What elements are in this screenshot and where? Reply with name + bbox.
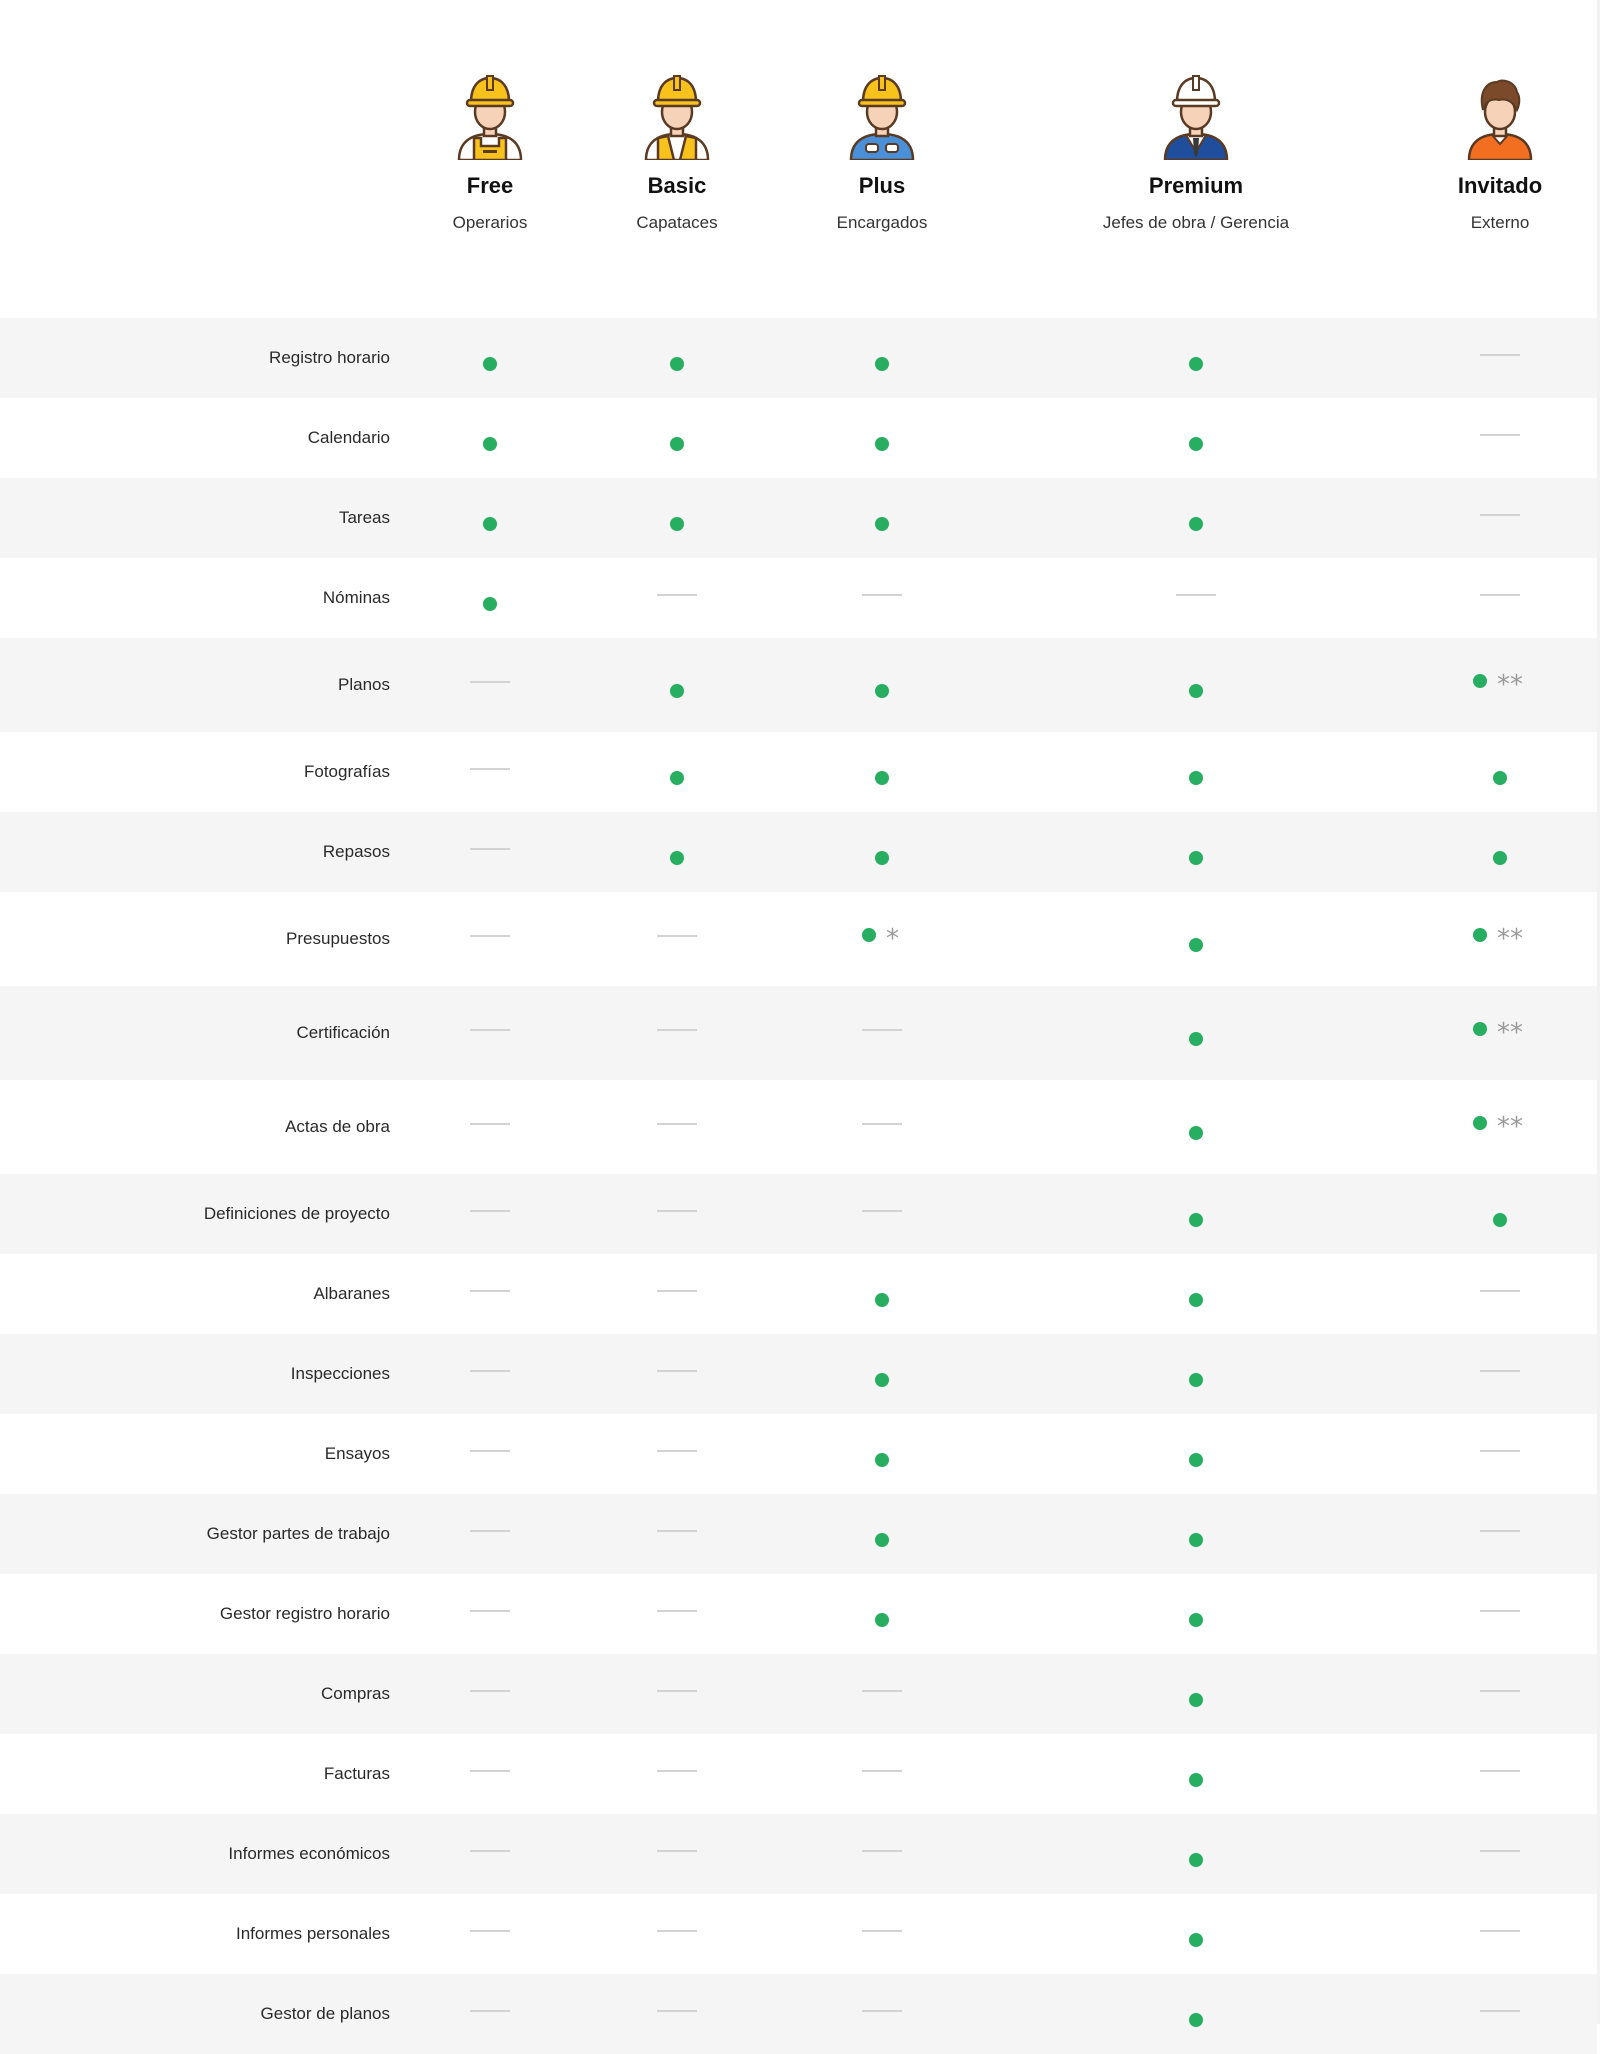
worker-yellow-vest-icon (640, 72, 714, 160)
table-row (0, 558, 1597, 638)
not-included-dash-icon (1480, 2010, 1520, 2012)
included-dot-icon (1189, 517, 1203, 531)
not-included-dash-icon (862, 1210, 902, 1212)
not-included-dash-icon (470, 681, 510, 683)
table-row (0, 1974, 1597, 2054)
not-included-dash-icon (470, 1210, 510, 1212)
plan-name: Premium (1148, 173, 1244, 198)
not-included-dash-icon (470, 1450, 510, 1452)
included-dot-icon (1473, 1022, 1487, 1036)
feature-label: Informes personales (235, 1924, 390, 1943)
included-dot-icon (875, 517, 889, 531)
feature-label: Presupuestos (286, 929, 390, 948)
feature-comparison-table (0, 318, 1597, 2054)
included-dot-icon (875, 1373, 889, 1387)
feature-label: Definiciones de proyecto (203, 1204, 390, 1223)
feature-label: Informes económicos (228, 1844, 390, 1863)
not-included-dash-icon (862, 594, 902, 596)
included-dot-icon (1189, 1126, 1203, 1140)
plan-name: Free (466, 173, 514, 198)
included-dot-icon (1189, 1693, 1203, 1707)
feature-label: Registro horario (269, 348, 390, 367)
included-dot-icon (1189, 1373, 1203, 1387)
included-dot-icon (1189, 1533, 1203, 1547)
included-dot-icon (875, 1293, 889, 1307)
included-dot-icon (670, 851, 684, 865)
not-included-dash-icon (657, 1210, 697, 1212)
not-included-dash-icon (470, 2010, 510, 2012)
included-dot-icon (1189, 851, 1203, 865)
not-included-dash-icon (657, 2010, 697, 2012)
plan-role: Capataces (636, 213, 718, 232)
included-dot-icon (1189, 1773, 1203, 1787)
not-included-dash-icon (470, 1770, 510, 1772)
included-with-note (862, 924, 899, 954)
plan-name: Plus (858, 173, 906, 198)
included-dot-icon (862, 928, 876, 942)
table-row (0, 812, 1597, 892)
table-row (0, 986, 1597, 1080)
footnote-asterisk: ** (1497, 670, 1523, 700)
plan-column-plus (732, 72, 1032, 234)
included-dot-icon (483, 437, 497, 451)
worker-blue-overalls-icon (845, 72, 919, 160)
not-included-dash-icon (470, 935, 510, 937)
not-included-dash-icon (1176, 594, 1216, 596)
not-included-dash-icon (657, 1610, 697, 1612)
plans-header (0, 0, 1600, 318)
not-included-dash-icon (1480, 354, 1520, 356)
not-included-dash-icon (1480, 514, 1520, 516)
not-included-dash-icon (657, 1029, 697, 1031)
included-with-note (1473, 924, 1523, 954)
not-included-dash-icon (657, 1770, 697, 1772)
table-row (0, 1494, 1597, 1574)
included-dot-icon (875, 851, 889, 865)
included-dot-icon (1189, 684, 1203, 698)
included-dot-icon (1473, 928, 1487, 942)
not-included-dash-icon (1480, 1290, 1520, 1292)
not-included-dash-icon (657, 1370, 697, 1372)
not-included-dash-icon (1480, 1850, 1520, 1852)
feature-label: Facturas (323, 1764, 390, 1783)
table-row (0, 638, 1597, 732)
not-included-dash-icon (657, 594, 697, 596)
not-included-dash-icon (862, 1029, 902, 1031)
included-dot-icon (1189, 1032, 1203, 1046)
not-included-dash-icon (657, 1930, 697, 1932)
plan-name: Basic (647, 173, 707, 198)
table-row (0, 1574, 1597, 1654)
included-dot-icon (1189, 1933, 1203, 1947)
included-dot-icon (1189, 1453, 1203, 1467)
table-row (0, 1894, 1597, 1974)
included-dot-icon (1189, 771, 1203, 785)
guest-orange-icon (1463, 72, 1537, 160)
table-row (0, 398, 1597, 478)
manager-suit-icon (1159, 72, 1233, 160)
included-dot-icon (1493, 851, 1507, 865)
included-dot-icon (483, 517, 497, 531)
feature-label: Gestor partes de trabajo (206, 1524, 390, 1543)
footnote-asterisk: ** (1497, 924, 1523, 954)
included-dot-icon (875, 1453, 889, 1467)
included-dot-icon (1493, 771, 1507, 785)
included-dot-icon (1189, 938, 1203, 952)
feature-label: Repasos (322, 842, 390, 861)
feature-label: Inspecciones (290, 1364, 390, 1383)
not-included-dash-icon (470, 1123, 510, 1125)
table-row (0, 318, 1597, 398)
feature-label: Certificación (296, 1023, 390, 1042)
plan-role: Externo (1470, 213, 1530, 232)
not-included-dash-icon (470, 1610, 510, 1612)
plan-role: Encargados (836, 213, 928, 232)
included-dot-icon (670, 357, 684, 371)
plan-role: Jefes de obra / Gerencia (1102, 213, 1290, 232)
included-with-note (1473, 1112, 1523, 1142)
included-dot-icon (875, 357, 889, 371)
included-dot-icon (1473, 674, 1487, 688)
not-included-dash-icon (657, 1450, 697, 1452)
not-included-dash-icon (862, 2010, 902, 2012)
footnote-asterisk: ** (1497, 1018, 1523, 1048)
not-included-dash-icon (470, 768, 510, 770)
plan-column-premium (1046, 72, 1346, 234)
worker-yellow-overalls-icon (453, 72, 527, 160)
not-included-dash-icon (470, 1690, 510, 1692)
included-dot-icon (1189, 1613, 1203, 1627)
included-dot-icon (875, 684, 889, 698)
not-included-dash-icon (657, 1290, 697, 1292)
included-dot-icon (1189, 1293, 1203, 1307)
plan-column-invitado (1350, 72, 1600, 234)
included-dot-icon (1473, 1116, 1487, 1130)
table-row (0, 1734, 1597, 1814)
not-included-dash-icon (1480, 594, 1520, 596)
table-row (0, 732, 1597, 812)
table-row (0, 1414, 1597, 1494)
included-dot-icon (1493, 1213, 1507, 1227)
included-dot-icon (875, 437, 889, 451)
not-included-dash-icon (1480, 1930, 1520, 1932)
not-included-dash-icon (657, 935, 697, 937)
plan-role: Operarios (452, 213, 528, 232)
not-included-dash-icon (470, 1930, 510, 1932)
included-with-note (1473, 670, 1523, 700)
not-included-dash-icon (1480, 1530, 1520, 1532)
included-dot-icon (670, 684, 684, 698)
included-dot-icon (1189, 437, 1203, 451)
feature-label: Compras (321, 1684, 390, 1703)
feature-label: Actas de obra (285, 1117, 390, 1136)
feature-label: Ensayos (324, 1444, 390, 1463)
not-included-dash-icon (1480, 1690, 1520, 1692)
included-dot-icon (1189, 357, 1203, 371)
not-included-dash-icon (862, 1770, 902, 1772)
table-row (0, 892, 1597, 986)
not-included-dash-icon (470, 1370, 510, 1372)
included-dot-icon (483, 357, 497, 371)
not-included-dash-icon (1480, 1370, 1520, 1372)
not-included-dash-icon (657, 1690, 697, 1692)
included-dot-icon (670, 517, 684, 531)
footnote-asterisk: * (886, 924, 899, 954)
included-dot-icon (1189, 1853, 1203, 1867)
included-dot-icon (670, 771, 684, 785)
not-included-dash-icon (862, 1930, 902, 1932)
not-included-dash-icon (1480, 1610, 1520, 1612)
not-included-dash-icon (1480, 1770, 1520, 1772)
feature-label: Calendario (307, 428, 390, 447)
not-included-dash-icon (470, 1530, 510, 1532)
table-row (0, 1254, 1597, 1334)
not-included-dash-icon (1480, 434, 1520, 436)
not-included-dash-icon (657, 1530, 697, 1532)
included-dot-icon (670, 437, 684, 451)
table-row (0, 1334, 1597, 1414)
table-row (0, 1654, 1597, 1734)
included-dot-icon (875, 1533, 889, 1547)
included-with-note (1473, 1018, 1523, 1048)
feature-label: Tareas (338, 508, 390, 527)
not-included-dash-icon (470, 848, 510, 850)
not-included-dash-icon (470, 1029, 510, 1031)
included-dot-icon (1189, 1213, 1203, 1227)
not-included-dash-icon (862, 1850, 902, 1852)
table-row (0, 478, 1597, 558)
table-row (0, 1814, 1597, 1894)
not-included-dash-icon (1480, 1450, 1520, 1452)
feature-label: Gestor de planos (260, 2004, 390, 2023)
plan-name: Invitado (1457, 173, 1543, 198)
included-dot-icon (875, 771, 889, 785)
included-dot-icon (875, 1613, 889, 1627)
not-included-dash-icon (470, 1850, 510, 1852)
not-included-dash-icon (470, 1290, 510, 1292)
footnote-asterisk: ** (1497, 1112, 1523, 1142)
not-included-dash-icon (657, 1850, 697, 1852)
included-dot-icon (1189, 2013, 1203, 2027)
feature-label: Planos (338, 675, 390, 694)
feature-label: Fotografías (304, 762, 390, 781)
table-row (0, 1174, 1597, 1254)
included-dot-icon (483, 597, 497, 611)
not-included-dash-icon (862, 1690, 902, 1692)
feature-label: Nóminas (322, 588, 390, 607)
feature-label: Gestor registro horario (219, 1604, 390, 1623)
table-row (0, 1080, 1597, 1174)
feature-label: Albaranes (313, 1284, 390, 1303)
not-included-dash-icon (657, 1123, 697, 1125)
not-included-dash-icon (862, 1123, 902, 1125)
